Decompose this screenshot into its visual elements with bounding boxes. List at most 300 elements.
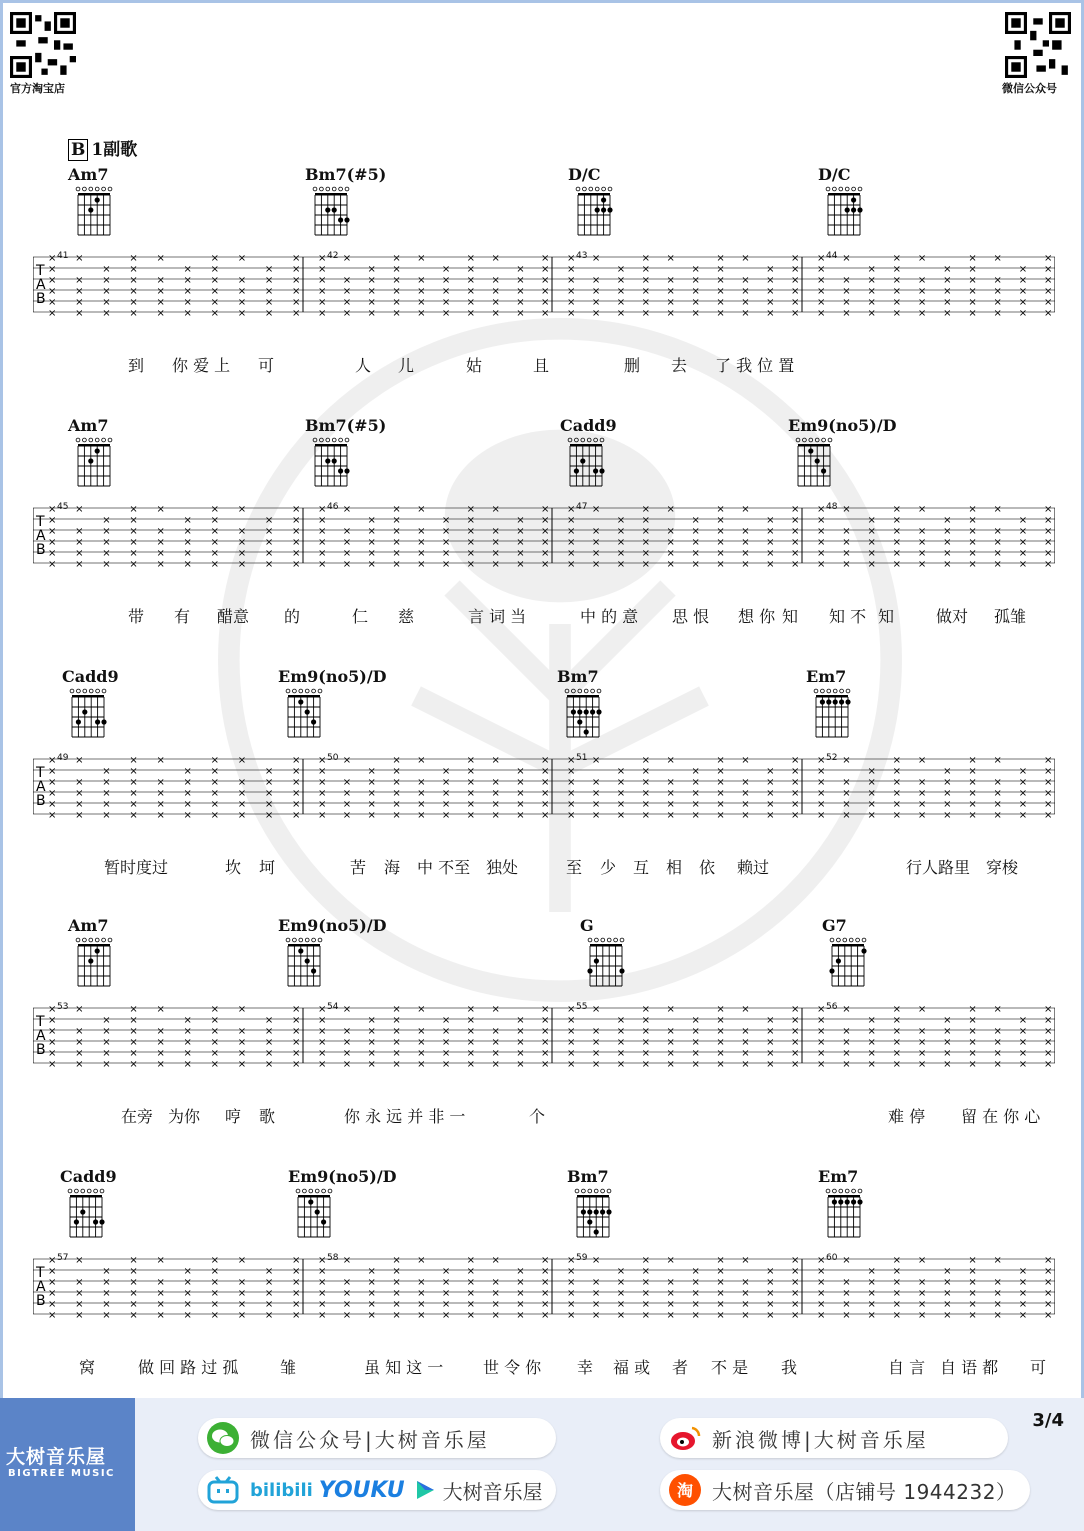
svg-text:×: ×	[1044, 1037, 1053, 1048]
open-string-mark	[318, 938, 322, 942]
svg-text:×: ×	[791, 1026, 800, 1037]
svg-text:×: ×	[716, 1048, 725, 1059]
svg-text:×: ×	[616, 799, 626, 810]
svg-text:×: ×	[264, 777, 274, 788]
svg-text:×: ×	[264, 810, 274, 819]
svg-text:×: ×	[968, 1004, 977, 1015]
wechat-icon	[206, 1421, 240, 1455]
svg-text:×: ×	[342, 755, 352, 766]
svg-text:×: ×	[993, 1026, 1002, 1037]
svg-text:×: ×	[417, 537, 426, 548]
open-string-mark	[286, 938, 290, 942]
svg-text:×: ×	[567, 1015, 576, 1026]
svg-text:×: ×	[993, 788, 1002, 799]
svg-text:×: ×	[516, 799, 525, 810]
svg-text:×: ×	[968, 286, 977, 297]
svg-text:×: ×	[716, 515, 725, 526]
open-string-mark	[572, 689, 576, 693]
svg-text:×: ×	[318, 766, 327, 777]
chord-diagram	[810, 687, 854, 745]
svg-text:×: ×	[943, 1048, 952, 1059]
svg-text:×: ×	[466, 275, 476, 286]
svg-text:×: ×	[591, 297, 601, 308]
svg-text:×: ×	[993, 559, 1002, 568]
svg-text:×: ×	[567, 526, 576, 537]
finger-dot	[590, 709, 595, 714]
svg-text:×: ×	[867, 766, 876, 777]
open-string-mark	[839, 1189, 843, 1193]
svg-text:×: ×	[591, 1299, 601, 1310]
svg-text:×: ×	[917, 1310, 927, 1319]
finger-dot	[298, 699, 303, 704]
svg-text:×: ×	[741, 1059, 750, 1068]
svg-text:×: ×	[741, 799, 750, 810]
open-string-mark	[89, 187, 93, 191]
open-string-mark	[339, 438, 343, 442]
svg-text:×: ×	[691, 1310, 700, 1319]
svg-text:×: ×	[318, 788, 327, 799]
svg-text:×: ×	[392, 1048, 401, 1059]
open-string-mark	[328, 1189, 332, 1193]
svg-text:×: ×	[156, 286, 165, 297]
weibo-pill[interactable]	[660, 1418, 1008, 1458]
tab-row	[0, 916, 1084, 1166]
open-string-mark	[318, 689, 322, 693]
finger-dot	[815, 458, 820, 463]
svg-text:×: ×	[968, 799, 977, 810]
svg-text:×: ×	[491, 755, 500, 766]
svg-text:×: ×	[392, 1015, 401, 1026]
svg-text:×: ×	[102, 308, 111, 317]
svg-text:×: ×	[102, 799, 111, 810]
finger-dot	[836, 958, 841, 963]
svg-text:×: ×	[817, 1266, 826, 1277]
svg-text:×: ×	[641, 308, 651, 317]
svg-text:×: ×	[417, 1026, 426, 1037]
shop-qr-code[interactable]	[10, 12, 76, 78]
staff-wrapper	[33, 504, 1055, 568]
finger-dot	[820, 699, 825, 704]
svg-text:×: ×	[791, 1288, 800, 1299]
svg-text:×: ×	[466, 286, 476, 297]
svg-text:×: ×	[917, 1059, 927, 1068]
svg-text:T: T	[36, 1014, 45, 1030]
svg-text:×: ×	[666, 559, 675, 568]
svg-text:×: ×	[466, 1037, 476, 1048]
svg-text:×: ×	[741, 253, 750, 264]
svg-text:×: ×	[691, 788, 700, 799]
open-string-mark	[587, 438, 591, 442]
open-string-mark	[839, 187, 843, 191]
svg-text:×: ×	[516, 810, 525, 819]
svg-text:×: ×	[342, 253, 352, 264]
chord-diagram	[292, 1187, 336, 1245]
section-box: B	[68, 139, 88, 161]
svg-text:×: ×	[867, 788, 876, 799]
svg-text:×: ×	[1018, 308, 1028, 317]
svg-text:×: ×	[1044, 788, 1053, 799]
open-string-mark	[95, 938, 99, 942]
svg-text:×: ×	[892, 1277, 902, 1288]
svg-text:×: ×	[75, 810, 84, 819]
lyric-syllable: 删	[624, 356, 641, 375]
svg-text:×: ×	[210, 1037, 220, 1048]
lyrics-line	[0, 1355, 1084, 1379]
svg-text:×: ×	[917, 537, 927, 548]
lyric-syllable: 到	[128, 356, 145, 375]
svg-text:×: ×	[691, 308, 700, 317]
lyric-syllable: 福 或	[613, 1358, 651, 1377]
wechat-pill[interactable]	[198, 1418, 556, 1458]
svg-text:×: ×	[691, 1299, 700, 1310]
open-string-mark	[326, 438, 330, 442]
svg-text:×: ×	[541, 755, 550, 766]
svg-text:×: ×	[591, 1277, 601, 1288]
shop-qr-label: 官方淘宝店	[10, 82, 65, 95]
svg-text:×: ×	[716, 504, 725, 515]
svg-text:T: T	[36, 1265, 45, 1281]
open-string-mark	[322, 1189, 326, 1193]
svg-text:×: ×	[318, 504, 327, 515]
svg-text:×: ×	[993, 1255, 1002, 1266]
svg-text:×: ×	[641, 1255, 651, 1266]
svg-text:×: ×	[48, 1266, 57, 1277]
svg-text:×: ×	[292, 548, 301, 559]
svg-text:×: ×	[917, 1299, 927, 1310]
svg-text:×: ×	[264, 1015, 274, 1026]
svg-text:×: ×	[766, 286, 775, 297]
svg-text:×: ×	[993, 526, 1002, 537]
svg-text:×: ×	[867, 1299, 876, 1310]
svg-text:×: ×	[892, 1255, 902, 1266]
svg-text:×: ×	[367, 559, 376, 568]
svg-text:×: ×	[102, 1299, 111, 1310]
svg-text:×: ×	[766, 810, 775, 819]
finger-dot	[808, 448, 813, 453]
svg-text:×: ×	[842, 788, 851, 799]
open-string-mark	[821, 689, 825, 693]
svg-text:×: ×	[567, 559, 576, 568]
finger-dot	[95, 719, 100, 724]
svg-text:×: ×	[892, 1266, 902, 1277]
svg-text:×: ×	[48, 1288, 57, 1299]
svg-text:×: ×	[541, 788, 550, 799]
svg-text:×: ×	[392, 766, 401, 777]
svg-text:×: ×	[491, 1004, 500, 1015]
svg-text:×: ×	[867, 286, 876, 297]
open-string-mark	[576, 187, 580, 191]
svg-text:×: ×	[993, 297, 1002, 308]
svg-text:×: ×	[541, 1015, 550, 1026]
finger-dot	[577, 709, 582, 714]
svg-text:×: ×	[292, 1015, 301, 1026]
svg-text:×: ×	[156, 1277, 165, 1288]
finger-dot	[311, 968, 316, 973]
svg-text:×: ×	[1044, 755, 1053, 766]
measure-number: 47	[576, 502, 588, 512]
open-string-mark	[339, 187, 343, 191]
svg-text:×: ×	[917, 559, 927, 568]
svg-text:×: ×	[741, 1255, 750, 1266]
svg-text:×: ×	[183, 799, 192, 810]
svg-text:×: ×	[867, 1015, 876, 1026]
svg-text:×: ×	[616, 777, 626, 788]
svg-text:×: ×	[210, 515, 220, 526]
svg-text:×: ×	[591, 810, 601, 819]
svg-text:×: ×	[766, 766, 775, 777]
svg-text:×: ×	[318, 537, 327, 548]
svg-text:×: ×	[292, 1026, 301, 1037]
svg-text:×: ×	[466, 1266, 476, 1277]
svg-text:×: ×	[441, 275, 451, 286]
lyric-syllable: 醋意	[217, 607, 250, 626]
svg-text:×: ×	[716, 537, 725, 548]
svg-text:×: ×	[183, 264, 192, 275]
page-number: 3/4	[1032, 1410, 1064, 1431]
open-string-mark	[608, 187, 612, 191]
svg-text:×: ×	[210, 275, 220, 286]
svg-text:×: ×	[567, 253, 576, 264]
svg-text:×: ×	[441, 1299, 451, 1310]
taobao-icon	[668, 1473, 702, 1507]
svg-text:×: ×	[491, 777, 500, 788]
lyric-syllable: 且	[533, 356, 550, 375]
svg-text:×: ×	[441, 1059, 451, 1068]
svg-text:×: ×	[342, 1310, 352, 1319]
svg-text:×: ×	[441, 537, 451, 548]
svg-text:×: ×	[666, 777, 675, 788]
svg-text:×: ×	[943, 548, 952, 559]
finger-dot	[861, 948, 866, 953]
svg-text:×: ×	[567, 788, 576, 799]
svg-text:A: A	[36, 1028, 46, 1044]
svg-text:×: ×	[691, 537, 700, 548]
finger-dot	[601, 197, 606, 202]
svg-text:×: ×	[993, 504, 1002, 515]
svg-text:×: ×	[516, 264, 525, 275]
measure-number: 58	[327, 1253, 339, 1263]
lyric-syllable: 坎	[225, 858, 242, 877]
svg-text:×: ×	[102, 1059, 111, 1068]
svg-text:×: ×	[791, 275, 800, 286]
brand-name: 大树音乐屋	[6, 1446, 107, 1468]
chord-diagram	[584, 936, 628, 994]
svg-text:×: ×	[183, 1299, 192, 1310]
svg-text:×: ×	[917, 1288, 927, 1299]
open-string-mark	[108, 938, 112, 942]
svg-text:×: ×	[156, 275, 165, 286]
open-string-mark	[845, 1189, 849, 1193]
finger-dot	[594, 1209, 599, 1214]
svg-text:×: ×	[867, 1037, 876, 1048]
svg-text:×: ×	[102, 526, 111, 537]
svg-text:×: ×	[441, 1048, 451, 1059]
svg-text:×: ×	[943, 515, 952, 526]
svg-text:×: ×	[641, 548, 651, 559]
svg-text:×: ×	[392, 526, 401, 537]
lyric-syllable: 赖过	[737, 858, 770, 877]
svg-text:×: ×	[491, 286, 500, 297]
open-string-mark	[852, 1189, 856, 1193]
lyric-syllable: 幸	[577, 1358, 594, 1377]
svg-text:×: ×	[318, 548, 327, 559]
svg-text:×: ×	[1018, 515, 1028, 526]
svg-text:×: ×	[237, 1004, 247, 1015]
svg-text:×: ×	[917, 253, 927, 264]
svg-text:×: ×	[691, 1037, 700, 1048]
svg-text:×: ×	[968, 766, 977, 777]
svg-text:×: ×	[541, 308, 550, 317]
open-string-mark	[601, 938, 605, 942]
svg-text:×: ×	[867, 1310, 876, 1319]
svg-text:×: ×	[766, 1015, 775, 1026]
svg-text:×: ×	[1044, 264, 1053, 275]
measure-number: 50	[327, 753, 339, 763]
svg-text:×: ×	[441, 286, 451, 297]
finger-dot	[76, 719, 81, 724]
svg-text:×: ×	[129, 1277, 138, 1288]
svg-text:×: ×	[466, 1288, 476, 1299]
svg-text:×: ×	[892, 1310, 902, 1319]
svg-text:×: ×	[641, 537, 651, 548]
svg-text:×: ×	[791, 1059, 800, 1068]
svg-text:×: ×	[741, 504, 750, 515]
svg-text:×: ×	[48, 755, 57, 766]
svg-text:×: ×	[666, 1048, 675, 1059]
svg-text:×: ×	[417, 1004, 426, 1015]
open-string-mark	[858, 1189, 862, 1193]
svg-text:×: ×	[318, 1310, 327, 1319]
open-string-mark	[568, 438, 572, 442]
svg-text:×: ×	[417, 1048, 426, 1059]
svg-text:×: ×	[48, 297, 57, 308]
lyric-syllable: 为你	[168, 1107, 201, 1126]
finger-dot	[833, 699, 838, 704]
svg-text:×: ×	[156, 548, 165, 559]
wechat-qr-code[interactable]	[1005, 12, 1071, 78]
open-string-mark	[70, 689, 74, 693]
svg-text:×: ×	[102, 1026, 111, 1037]
svg-text:×: ×	[1044, 777, 1053, 788]
svg-text:×: ×	[210, 1288, 220, 1299]
open-string-mark	[575, 438, 579, 442]
svg-text:×: ×	[817, 766, 826, 777]
finger-dot	[584, 709, 589, 714]
svg-text:×: ×	[466, 526, 476, 537]
svg-text:×: ×	[867, 515, 876, 526]
lyric-syllable: 苦	[350, 858, 367, 877]
svg-text:×: ×	[541, 1277, 550, 1288]
chord-name: Em7	[818, 1167, 859, 1186]
svg-text:×: ×	[48, 1299, 57, 1310]
svg-text:T: T	[36, 765, 45, 781]
svg-text:×: ×	[541, 264, 550, 275]
svg-text:×: ×	[1044, 1277, 1053, 1288]
open-string-mark	[602, 187, 606, 191]
finger-dot	[601, 207, 606, 212]
svg-text:×: ×	[129, 308, 138, 317]
svg-text:×: ×	[892, 1026, 902, 1037]
taobao-shop-pill[interactable]	[660, 1470, 1030, 1510]
svg-text:×: ×	[817, 559, 826, 568]
svg-text:×: ×	[791, 537, 800, 548]
svg-text:×: ×	[791, 1015, 800, 1026]
svg-text:×: ×	[591, 537, 601, 548]
svg-text:×: ×	[1044, 308, 1053, 317]
svg-text:×: ×	[641, 1026, 651, 1037]
svg-text:×: ×	[392, 1037, 401, 1048]
svg-text:×: ×	[842, 526, 851, 537]
svg-text:T: T	[36, 514, 45, 530]
finger-dot	[311, 719, 316, 724]
svg-text:×: ×	[417, 777, 426, 788]
chord-name: Bm7	[557, 667, 599, 686]
open-string-mark	[345, 187, 349, 191]
svg-text:×: ×	[1044, 504, 1053, 515]
svg-text:×: ×	[392, 297, 401, 308]
svg-text:×: ×	[943, 1059, 952, 1068]
svg-text:×: ×	[741, 1288, 750, 1299]
open-string-mark	[286, 689, 290, 693]
svg-text:×: ×	[666, 526, 675, 537]
video-platforms-pill[interactable]	[198, 1470, 556, 1510]
svg-text:×: ×	[183, 1026, 192, 1037]
svg-text:×: ×	[817, 1037, 826, 1048]
svg-text:×: ×	[129, 264, 138, 275]
svg-text:×: ×	[917, 548, 927, 559]
lyric-syllable: 可	[1030, 1358, 1047, 1377]
svg-text:×: ×	[791, 1048, 800, 1059]
qr-code-icon	[10, 12, 76, 78]
svg-text:×: ×	[75, 286, 84, 297]
measure-number: 44	[826, 251, 838, 261]
svg-text:×: ×	[968, 1255, 977, 1266]
svg-text:×: ×	[943, 1015, 952, 1026]
svg-text:×: ×	[766, 537, 775, 548]
svg-text:×: ×	[318, 777, 327, 788]
svg-text:A: A	[36, 1279, 46, 1295]
chord-diagram	[309, 436, 353, 494]
lyric-syllable: 独处	[486, 858, 519, 877]
svg-text:×: ×	[102, 275, 111, 286]
svg-text:×: ×	[791, 297, 800, 308]
svg-text:×: ×	[183, 788, 192, 799]
finger-dot	[845, 1199, 850, 1204]
svg-text:×: ×	[917, 297, 927, 308]
chord-diagram	[282, 936, 326, 994]
svg-text:×: ×	[392, 799, 401, 810]
footer	[0, 1398, 1084, 1531]
svg-text:×: ×	[491, 799, 500, 810]
open-string-mark	[620, 938, 624, 942]
svg-text:×: ×	[716, 275, 725, 286]
svg-text:×: ×	[342, 526, 352, 537]
measure-number: 42	[327, 251, 339, 261]
svg-text:×: ×	[567, 297, 576, 308]
brand-block[interactable]	[0, 1398, 135, 1531]
svg-text:×: ×	[968, 264, 977, 275]
finger-dot	[832, 1199, 837, 1204]
svg-text:×: ×	[968, 275, 977, 286]
svg-text:×: ×	[367, 1299, 376, 1310]
svg-text:×: ×	[237, 275, 247, 286]
chord-name: Am7	[68, 165, 109, 184]
svg-text:×: ×	[716, 755, 725, 766]
svg-text:×: ×	[75, 1277, 84, 1288]
svg-text:×: ×	[417, 1299, 426, 1310]
svg-text:×: ×	[129, 799, 138, 810]
svg-text:×: ×	[75, 799, 84, 810]
